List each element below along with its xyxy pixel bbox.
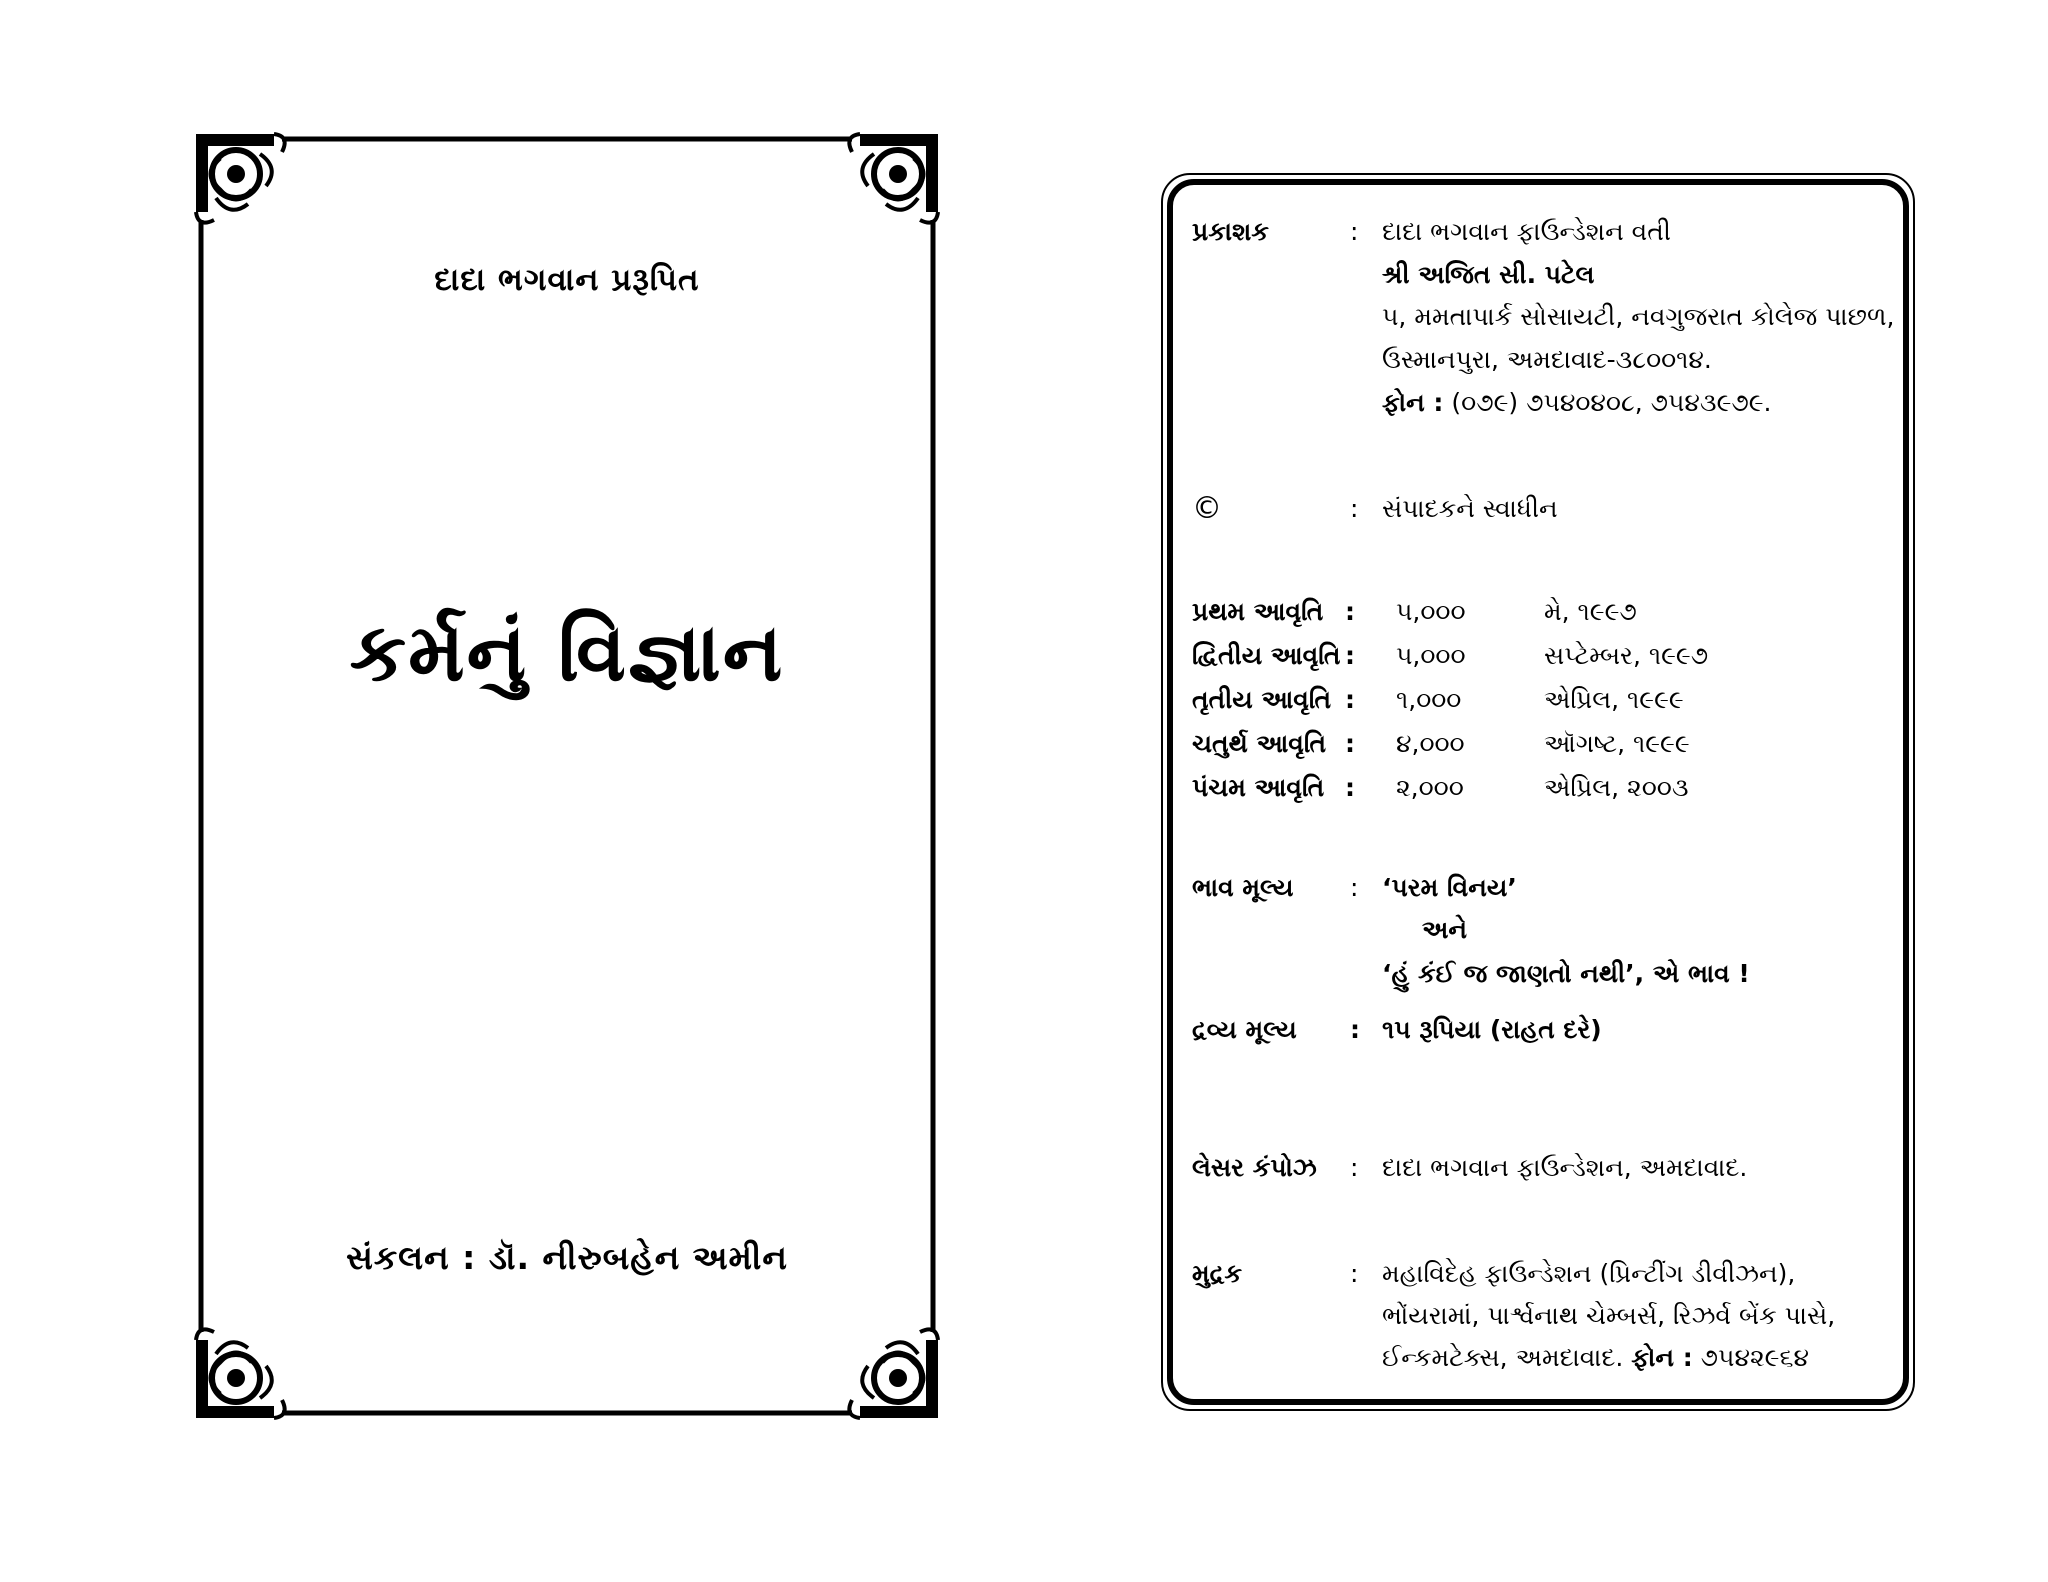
compiler-label: સંકલન [346, 1238, 450, 1277]
title-page [190, 128, 944, 1424]
laser-compose-sep: : [1350, 1153, 1359, 1182]
edition-label: ચતુર્થ આવૃતિ [1192, 729, 1327, 758]
edition-date: એપ્રિલ, ૨૦૦૩ [1544, 773, 1689, 802]
publisher-phone-label: ફોન : [1382, 388, 1444, 417]
edition-count: ૪,૦૦૦ [1396, 729, 1465, 758]
printer-line2: ભોંયરામાં, પાર્શ્વનાથ ચેમ્બર્સ, રિઝર્વ બેંક પાસે, [1382, 1301, 1836, 1330]
bhav-price-line1: ‘પરમ વિનય’ [1382, 873, 1517, 902]
compiler-sep: : [462, 1238, 477, 1277]
printer-line1: મહાવિદેહ ફાઉન્ડેશન (પ્રિન્ટીંગ ડીવીઝન), [1382, 1259, 1796, 1288]
presented-by: દાદા ભગવાન પ્રરૂપિત [434, 262, 700, 298]
laser-compose-text: દાદા ભગવાન ફાઉન્ડેશન, અમદાવાદ. [1382, 1153, 1748, 1182]
bhav-price-label: ભાવ મૂલ્ય [1192, 873, 1294, 902]
printer-address3: ઈન્કમટેક્સ, અમદાવાદ. [1382, 1343, 1624, 1372]
bhav-price-line3: ‘હું કંઈ જ જાણતો નથી’, એ ભાવ ! [1382, 959, 1750, 988]
book-title: કર્મનું વિજ્ઞાન [349, 606, 785, 699]
edition-sep: : [1345, 597, 1355, 626]
cash-price-label: દ્રવ્ય મૂલ્ય [1192, 1015, 1297, 1044]
printer-label: મુદ્રક [1192, 1259, 1243, 1288]
imprint-page [1160, 172, 1916, 1412]
edition-sep: : [1345, 773, 1355, 802]
copyright-sep: : [1350, 494, 1359, 523]
edition-label: તૃતીય આવૃતિ [1192, 685, 1332, 714]
publisher-address1: ૫, મમતાપાર્ક સોસાયટી, નવગુજરાત કોલેજ પાછળ, [1382, 302, 1895, 331]
bhav-price-sep: : [1350, 873, 1359, 902]
edition-sep: : [1345, 685, 1355, 714]
publisher-phone: (૦૭૯) ૭૫૪૦૪૦૮, ૭૫૪૩૯૭૯. [1451, 388, 1772, 417]
publisher-phone-line [1382, 381, 1772, 424]
printer-sep: : [1350, 1259, 1359, 1288]
printer-phone-label: ફોન : [1631, 1343, 1693, 1372]
edition-sep: : [1345, 729, 1355, 758]
edition-date: મે, ૧૯૯૭ [1544, 597, 1637, 626]
ornamental-border [190, 128, 944, 1424]
publisher-name: શ્રી અજિત સી. પટેલ [1382, 260, 1595, 289]
edition-sep: : [1345, 641, 1355, 670]
publisher-line1: દાદા ભગવાન ફાઉન્ડેશન વતી [1382, 217, 1671, 246]
edition-date: ઑગષ્ટ, ૧૯૯૯ [1544, 729, 1690, 758]
edition-count: ૫,૦૦૦ [1396, 641, 1466, 670]
printer-line3 [1382, 1336, 1809, 1379]
cash-price-text: ૧૫ રૂપિયા (રાહત દરે) [1382, 1015, 1602, 1044]
edition-date: સપ્ટેમ્બર, ૧૯૯૭ [1544, 641, 1709, 670]
cash-price-sep: : [1350, 1015, 1360, 1044]
edition-label: પંચમ આવૃતિ [1192, 773, 1325, 802]
edition-date: એપ્રિલ, ૧૯૯૯ [1544, 685, 1684, 714]
corner-flourish-icon [190, 128, 285, 223]
edition-label: દ્વિતીય આવૃતિ [1192, 641, 1341, 670]
bhav-price-line2: અને [1422, 915, 1468, 944]
laser-compose-label: લેસર કંપોઝ [1192, 1153, 1317, 1182]
publisher-sep: : [1350, 217, 1359, 246]
publisher-address2: ઉસ્માનપુરા, અમદાવાદ-૩૮૦૦૧૪. [1382, 345, 1712, 374]
copyright-icon: © [1192, 491, 1222, 526]
edition-count: ૧,૦૦૦ [1396, 685, 1462, 714]
edition-count: ૫,૦૦૦ [1396, 597, 1466, 626]
printer-phone: ૭૫૪૨૯૬૪ [1700, 1343, 1809, 1372]
compiler-name: ડૉ. નીરુબહેન અમીન [488, 1238, 788, 1277]
publisher-label: પ્રકાશક [1192, 217, 1269, 246]
edition-count: ૨,૦૦૦ [1396, 773, 1464, 802]
compiler-line [190, 1238, 944, 1278]
copyright-text: સંપાદકને સ્વાધીન [1382, 494, 1558, 523]
edition-label: પ્રથમ આવૃતિ [1192, 597, 1324, 626]
